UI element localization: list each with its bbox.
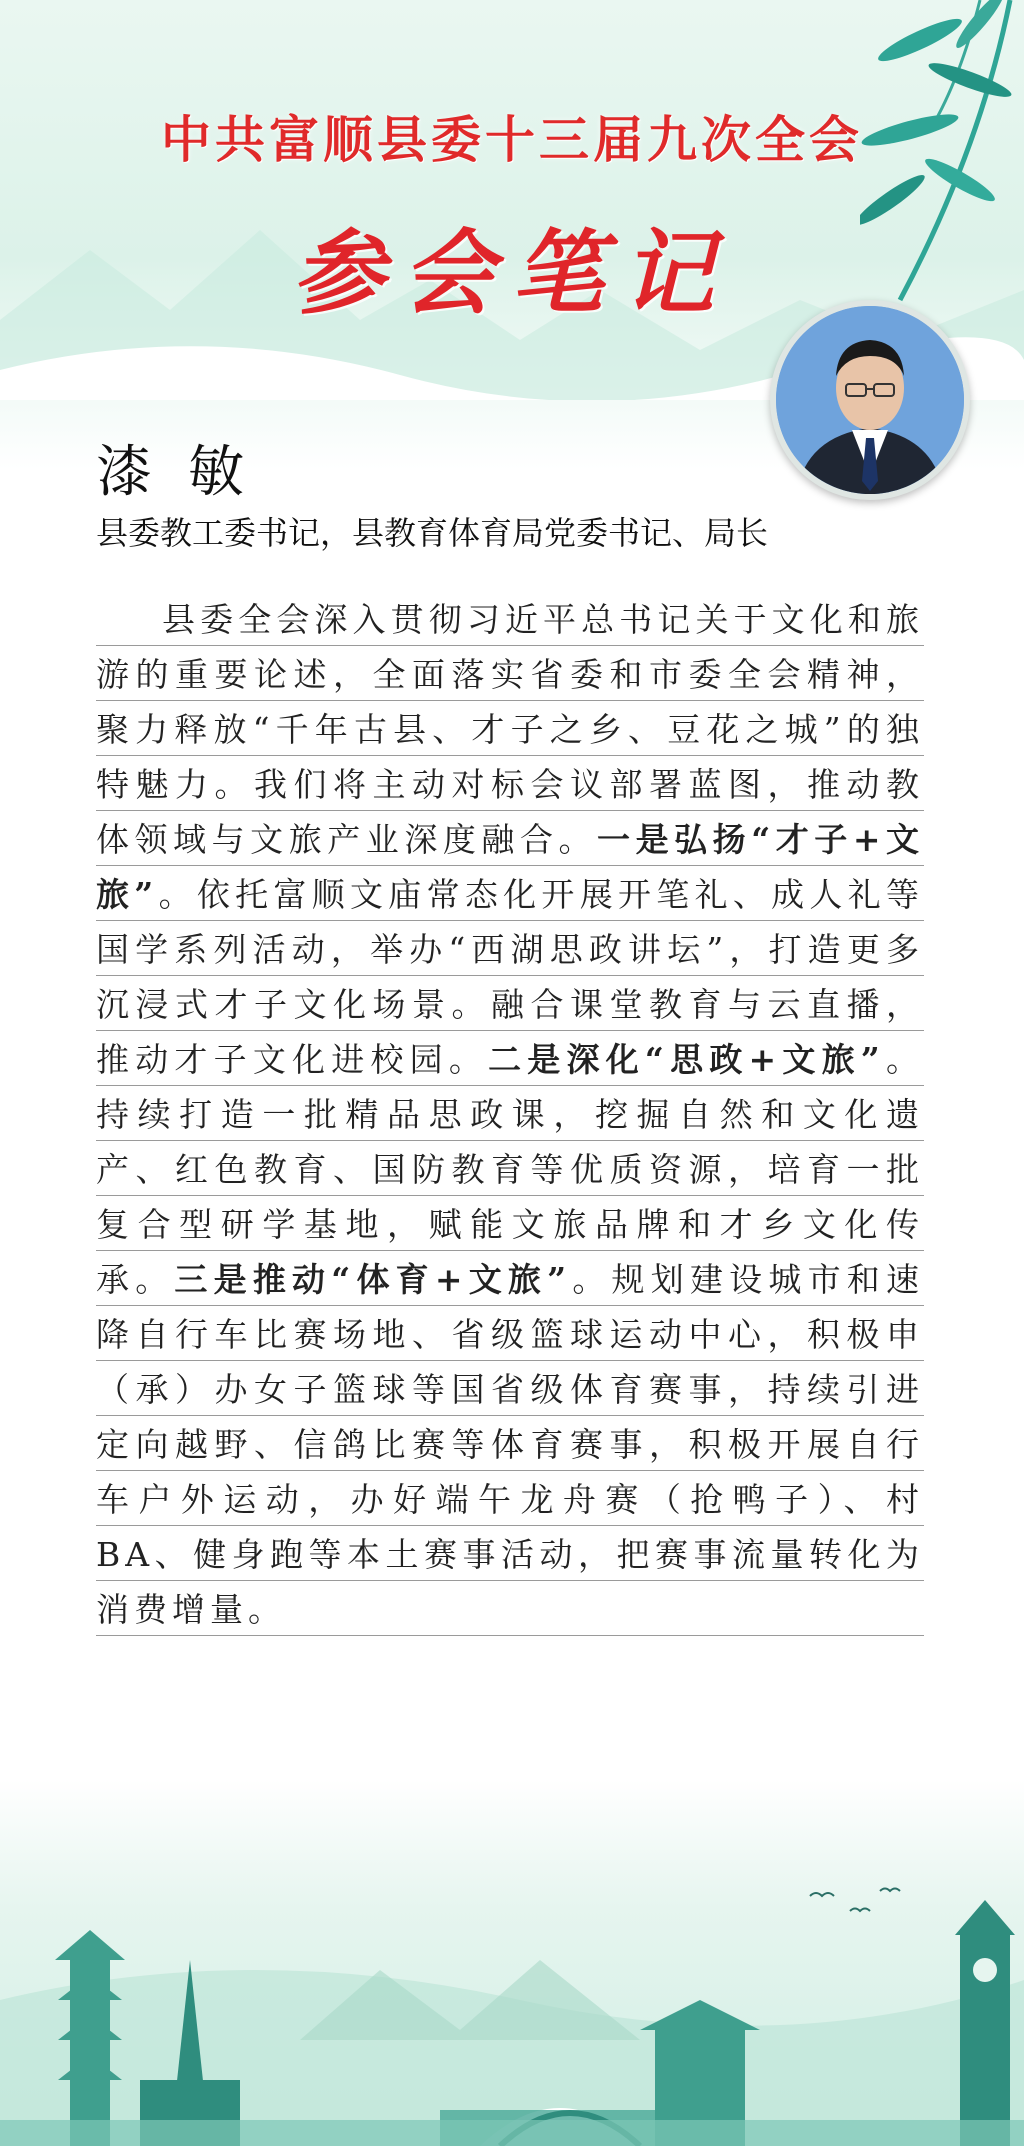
body-paragraph-point-1: 。依托富顺文庙常态化开展开笔礼、成人礼等国学系列活动，举办“西湖思政讲坛”，打造更多沉浸式才子文化场景。融合课堂教育与云直播，推动才子文化进校园。 [96, 875, 925, 1079]
highlight-point-1: 一是弘扬“才子+文旅” [96, 820, 925, 914]
highlight-point-3: 三是推动“体育+文旅” [174, 1260, 572, 1299]
body-paragraph-point-3: 。规划建设城市和速降自行车比赛场地、省级篮球运动中心，积极申（承）办女子篮球等国省级体育赛事，持续引进定向越野、信鸽比赛等体育赛事，积极开展自行车户外运动，办好端午龙舟赛（抢鸭子）、村BA、健身跑等本土赛事活动，把赛事流量转化为消费增量。 [96, 1260, 925, 1629]
person-position: 县委教工委书记，县教育体育局党委书记、局长 [96, 514, 769, 552]
avatar [770, 300, 970, 500]
body-paragraph-intro: 县委全会深入贯彻习近平总书记关于文化和旅游的重要论述，全面落实省委和市委全会精神，聚力释放“千年古县、才子之乡、豆花之城”的独特魅力。我们将主动对标会议部署蓝图，推动教体领域与文旅产业深度融合。 [96, 600, 924, 859]
conference-title: 中共富顺县委十三届九次全会 [161, 111, 863, 169]
body-paragraph-point-2: 。持续打造一批精品思政课，挖掘自然和文化遗产、红色教育、国防教育等优质资源，培育一批复合型研学基地，赋能文旅品牌和才乡文化传承。 [96, 1040, 925, 1299]
landmark-scenery-decoration [0, 1880, 1024, 2146]
portrait-image [776, 306, 964, 494]
highlight-point-2: 二是深化“思政+文旅” [488, 1040, 885, 1079]
person-name: 漆敏 [96, 440, 280, 505]
notes-subtitle: 参会笔记 [291, 219, 732, 327]
article-body [96, 592, 924, 1639]
